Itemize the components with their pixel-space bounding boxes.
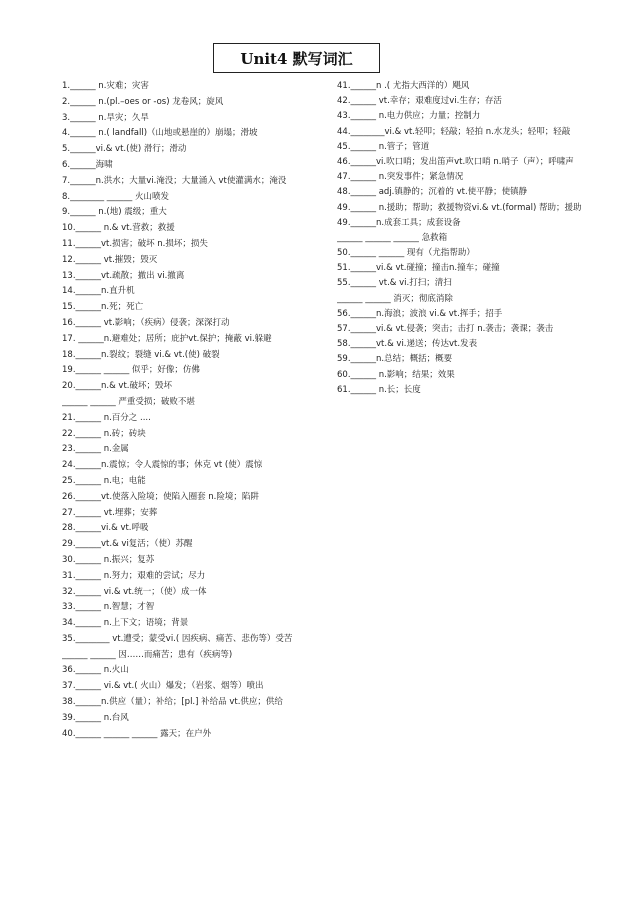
vocab-item: 56.______n.海浪；波浪 vi.& vt.挥手；招手 xyxy=(337,308,503,319)
vocab-item: 49.______ n.援助；帮助；救援物资vi.& vt.(formal) 帮助；援助 xyxy=(337,202,582,213)
vocab-item: 59.______n.总结；概括；概要 xyxy=(337,354,453,365)
vocab-item: 14.______n.直升机 xyxy=(62,286,135,297)
vocab-item: 45.______ n.管子；管道 xyxy=(337,141,430,152)
vocab-item: ______ ______ 严重受损；破败不堪 xyxy=(62,396,195,407)
vocab-item: 9.______ n.(地) 震级；重大 xyxy=(62,207,167,218)
vocab-item: 12.______ vt.摧毁；毁灭 xyxy=(62,254,158,265)
vocab-item: 29.______vt.& vi复活；（使）苏醒 xyxy=(62,539,193,550)
vocab-item: 18.______n.裂纹；裂缝 vi.& vt.(使) 破裂 xyxy=(62,349,220,360)
vocab-item: 2.______ n.(pl.–oes or -os) 龙卷风；旋风 xyxy=(62,96,224,107)
vocab-item: 31.______ n.努力；艰难的尝试；尽力 xyxy=(62,570,206,581)
vocab-item: 23.______ n.金属 xyxy=(62,444,129,455)
vocab-item: 36.______ n.火山 xyxy=(62,665,129,676)
vocab-item: 58.______vt.& vi.递送；传达vt.发表 xyxy=(337,339,478,350)
vocab-item: 28.______vi.& vt.呼吸 xyxy=(62,523,149,534)
vocab-item: 40.______ ______ ______ 露天；在户外 xyxy=(62,728,212,739)
vocab-item: 11.______vt.损害；破坏 n.损坏；损失 xyxy=(62,238,208,249)
vocab-item: 25.______ n.电；电能 xyxy=(62,475,146,486)
vocab-item: 39.______ n.台风 xyxy=(62,712,129,723)
vocab-item: 5.______vi.& vt.(使) 滑行；滑动 xyxy=(62,144,187,155)
vocab-item: 24.______n.震惊；令人震惊的事；休克 vt (使）震惊 xyxy=(62,460,263,471)
vocab-item: 44.________vi.& vt.轻叩；轻敲；轻拍 n.水龙头；轻叩；轻敲 xyxy=(337,126,571,137)
vocab-item: ______ ______ 因……而痛苦；患有（疾病等) xyxy=(62,649,233,660)
vocab-item: 30.______ n.振兴；复苏 xyxy=(62,554,155,565)
vocab-item: 47.______ n.突发事件；紧急情况 xyxy=(337,172,464,183)
vocab-item: 20.______n.& vt.破坏；毁坏 xyxy=(62,381,173,392)
vocab-item: 15.______n.死；死亡 xyxy=(62,302,144,313)
page-title: Unit4 默写词汇 xyxy=(213,43,380,73)
vocab-item: ______ ______ ______ 急救箱 xyxy=(337,232,448,243)
vocab-item: 33.______ n.智慧；才智 xyxy=(62,602,155,613)
vocab-item: 49.______n.成套工具；成套设备 xyxy=(337,217,461,228)
vocab-item: 42.______ vt.幸存；艰难度过vi.生存；存活 xyxy=(337,96,502,107)
vocab-item: 35.________ vt.遭受；蒙受vi.( 因疾病、痛苦、悲伤等）受苦 xyxy=(62,633,293,644)
vocab-item: 22.______ n.砖；砖块 xyxy=(62,428,146,439)
vocab-item: 57.______vi.& vt.侵袭；突击；击打 n.袭击；袭课；袭击 xyxy=(337,324,554,334)
right-vocab-column xyxy=(337,79,617,398)
vocab-item: 43.______ n.电力供应；力量；控制力 xyxy=(337,111,481,122)
vocab-item: ______ ______ 消灭；彻底消除 xyxy=(337,293,453,304)
vocab-item: 16.______ vt.影响；（疾病）侵袭；深深打动 xyxy=(62,317,230,328)
vocab-item: 60.______ n.影响；结果；效果 xyxy=(337,369,455,380)
vocab-item: 7.______n.洪水；大量vi.淹没；大量涌入 vt使灌满水；淹没 xyxy=(62,175,287,186)
vocab-item: 38.______n.供应（量）；补给；[pl.] 补给品 vt.供应；供给 xyxy=(62,697,283,708)
vocab-item: 4.______ n.( landfall)（山地或悬崖的）崩塌；滑坡 xyxy=(62,128,258,139)
vocab-item: 3.______ n.旱灾；久旱 xyxy=(62,112,149,123)
vocab-item: 10.______ n.& vt.营救；救援 xyxy=(62,223,175,234)
vocab-item: 55.______ vt.& vi.打扫；清扫 xyxy=(337,278,452,289)
vocab-item: 21.______ n.百分之 .... xyxy=(62,412,151,423)
vocab-item: 51.______vi.& vt.碰撞；撞击n.撞车；碰撞 xyxy=(337,263,500,274)
vocab-item: 26.______vt.使落入险境；使陷入圈套 n.险境；陷阱 xyxy=(62,491,259,502)
vocab-item: 48.______ adj.镇静的；沉着的 vt.使平静；使镇静 xyxy=(337,187,528,198)
vocab-item: 6.______海啸 xyxy=(62,159,113,170)
vocab-item: 61.______ n.长；长度 xyxy=(337,384,421,395)
vocab-item: 19.______ ______ 似乎；好像；仿佛 xyxy=(62,365,200,376)
vocab-item: 8.________ ______ 火山喷发 xyxy=(62,191,170,202)
vocab-item: 13.______vt.疏散；撤出 vi.撤离 xyxy=(62,270,185,281)
vocab-item: 50.______ ______ 现有（尤指帮助） xyxy=(337,248,475,259)
vocab-item: 46.______vi.吹口哨；发出笛声vt.吹口哨 n.哨子（声）；呼啸声 xyxy=(337,156,574,167)
vocab-item: 41.______n .( 尤指大西洋的）飓风 xyxy=(337,81,470,91)
vocab-item: 34.______ n.上下文；语境；背景 xyxy=(62,618,189,629)
left-vocab-column xyxy=(62,79,334,742)
vocab-item: 32.______ vi.& vt.统一；（使）成一体 xyxy=(62,586,207,597)
vocab-item: 1.______ n.灾难；灾害 xyxy=(62,81,149,91)
vocab-item: 37.______ vi.& vt.( 火山）爆发；（岩浆、烟等）喷出 xyxy=(62,681,264,692)
vocab-item: 27.______ vt.埋葬；安葬 xyxy=(62,507,158,518)
vocab-item: 17. ______n.避难处；居所；庇护vt.保护；掩蔽 vi.躲避 xyxy=(62,333,272,344)
